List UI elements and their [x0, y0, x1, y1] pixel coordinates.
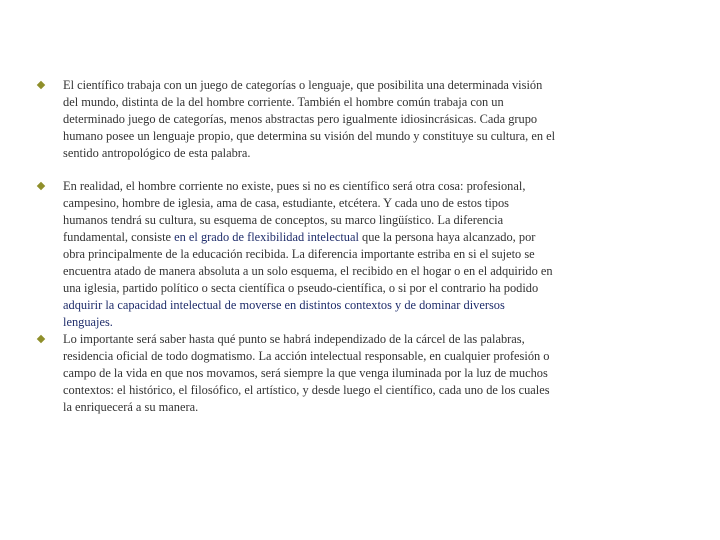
bullet-list [36, 77, 556, 416]
bullet-item [36, 178, 556, 331]
highlighted-text: adquirir la capacidad intelectual de moverse en distintos contextos y de dominar diversos lenguajes. [63, 298, 505, 329]
diamond-bullet-icon [37, 335, 45, 343]
diamond-bullet-icon [37, 81, 45, 89]
bullet-text: En realidad, el hombre corriente no existe, pues si no es científico será otra cosa: profesional, campesino, hombre de iglesia, ama de casa, estudiante, etcétera. Y cada uno de estos tipos humanos tendrá su cultura, su esquema de conceptos, su marco lingüístico. La diferencia fundamental, consiste [63, 179, 526, 244]
bullet-item [36, 331, 556, 416]
diamond-bullet-icon [37, 182, 45, 190]
bullet-text: que la persona haya alcanzado, por obra principalmente de la educación recibida. La diferencia importante estriba en si el sujeto se encuentra atado de manera absoluta a un solo esquema, el recibido en el hogar o en el adquirido en una iglesia, partido político o secta científica o pseudo-científica, o si por el contrario ha podido [63, 230, 553, 295]
bullet-text: Lo importante será saber hasta qué punto se habrá independizado de la cárcel de las palabras, residencia oficial de todo dogmatismo. La acción intelectual responsable, en cualquier profesión o campo de la vida en que nos movamos, será siempre la que venga iluminada por la luz de muchos contextos: el histórico, el filosófico, el artístico, y desde luego el científico, cada uno de los cuales la enriquecerá a su manera. [63, 332, 550, 414]
highlighted-text: en el grado de flexibilidad intelectual [174, 230, 359, 244]
bullet-item [36, 77, 556, 162]
bullet-text: El científico trabaja con un juego de categorías o lenguaje, que posibilita una determinada visión del mundo, distinta de la del hombre corriente. También el hombre común trabaja con un determinado juego de categorías, menos abstractas pero igualmente idiosincrásicas. Cada grupo humano posee un lenguaje propio, que determina su visión del mundo y constituye su cultura, en el sentido antropológico de esta palabra. [63, 78, 556, 160]
